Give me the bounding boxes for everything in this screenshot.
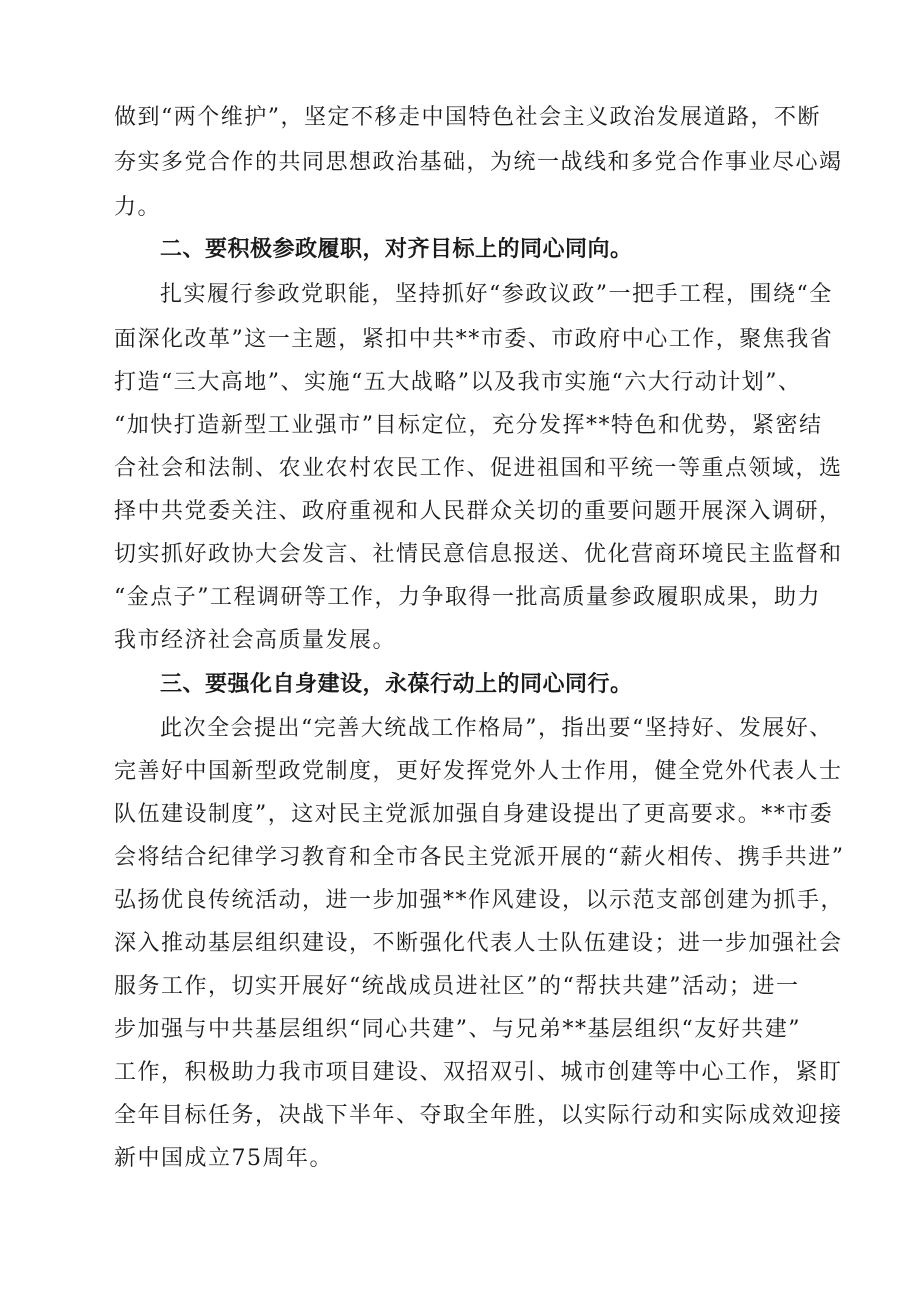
text-line: 新中国成立75周年。 [114, 1146, 333, 1171]
text-line: 打造“三大高地”、实施“五大战略”以及我市实施“六大行动计划”、 [114, 370, 802, 395]
text-line: 择中共党委关注、政府重视和人民群众关切的重要问题开展深入调研， [114, 499, 843, 524]
text-line: 扎实履行参政党职能，坚持抓好“参政议政”一把手工程，围绕“全 [160, 282, 833, 307]
text-line: 全年目标任务，决战下半年、夺取全年胜，以实际行动和实际成效迎接 [114, 1103, 843, 1128]
section-heading-3: 三、要强化自身建设，永葆行动上的同心同行。 [160, 672, 633, 697]
text-line: 弘扬优良传统活动，进一步加强**作风建设，以示范支部创建为抓手， [114, 888, 845, 913]
text-line: 步加强与中共基层组织“同心共建”、与兄弟**基层组织“友好共建” [114, 1017, 801, 1042]
text-line: 夯实多党合作的共同思想政治基础，为统一战线和多党合作事业尽心竭 [114, 150, 843, 175]
text-line: 切实抓好政协大会发言、社情民意信息报送、优化营商环境民主监督和 [114, 542, 843, 567]
text-line: 队伍建设制度”，这对民主党派加强自身建设提出了更高要求。**市委 [114, 802, 834, 827]
text-line: 力。 [114, 195, 162, 220]
text-line: 做到“两个维护”，坚定不移走中国特色社会主义政治发展道路，不断 [114, 105, 821, 130]
text-line: 合社会和法制、农业农村农民工作、促进祖国和平统一等重点领域，选 [114, 456, 843, 481]
text-line: “加快打造新型工业强市”目标定位，充分发挥**特色和优势，紧密结 [114, 413, 823, 438]
text-line: 面深化改革”这一主题，紧扣中共**市委、市政府中心工作，聚焦我省 [114, 327, 834, 352]
text-line: 会将结合纪律学习教育和全市各民主党派开展的“薪火相传、携手共进” [114, 845, 845, 870]
text-line: 完善好中国新型政党制度，更好发挥党外人士作用，健全党外代表人士 [114, 759, 843, 784]
section-heading-2: 二、要积极参政履职，对齐目标上的同心同向。 [160, 237, 633, 262]
text-line: 我市经济社会高质量发展。 [114, 628, 397, 653]
text-line: “金点子”工程调研等工作，力争取得一批高质量参政履职成果，助力 [114, 585, 821, 610]
text-line: 工作，积极助力我市项目建设、双招双引、城市创建等中心工作，紧盯 [114, 1060, 843, 1085]
text-line: 深入推动基层组织建设，不断强化代表人士队伍建设；进一步加强社会 [114, 931, 843, 956]
text-line: 此次全会提出“完善大统战工作格局”，指出要“坚持好、发展好、 [160, 716, 833, 741]
text-line: 服务工作，切实开展好“统战成员进社区”的“帮扶共建”活动；进一 [114, 974, 800, 999]
